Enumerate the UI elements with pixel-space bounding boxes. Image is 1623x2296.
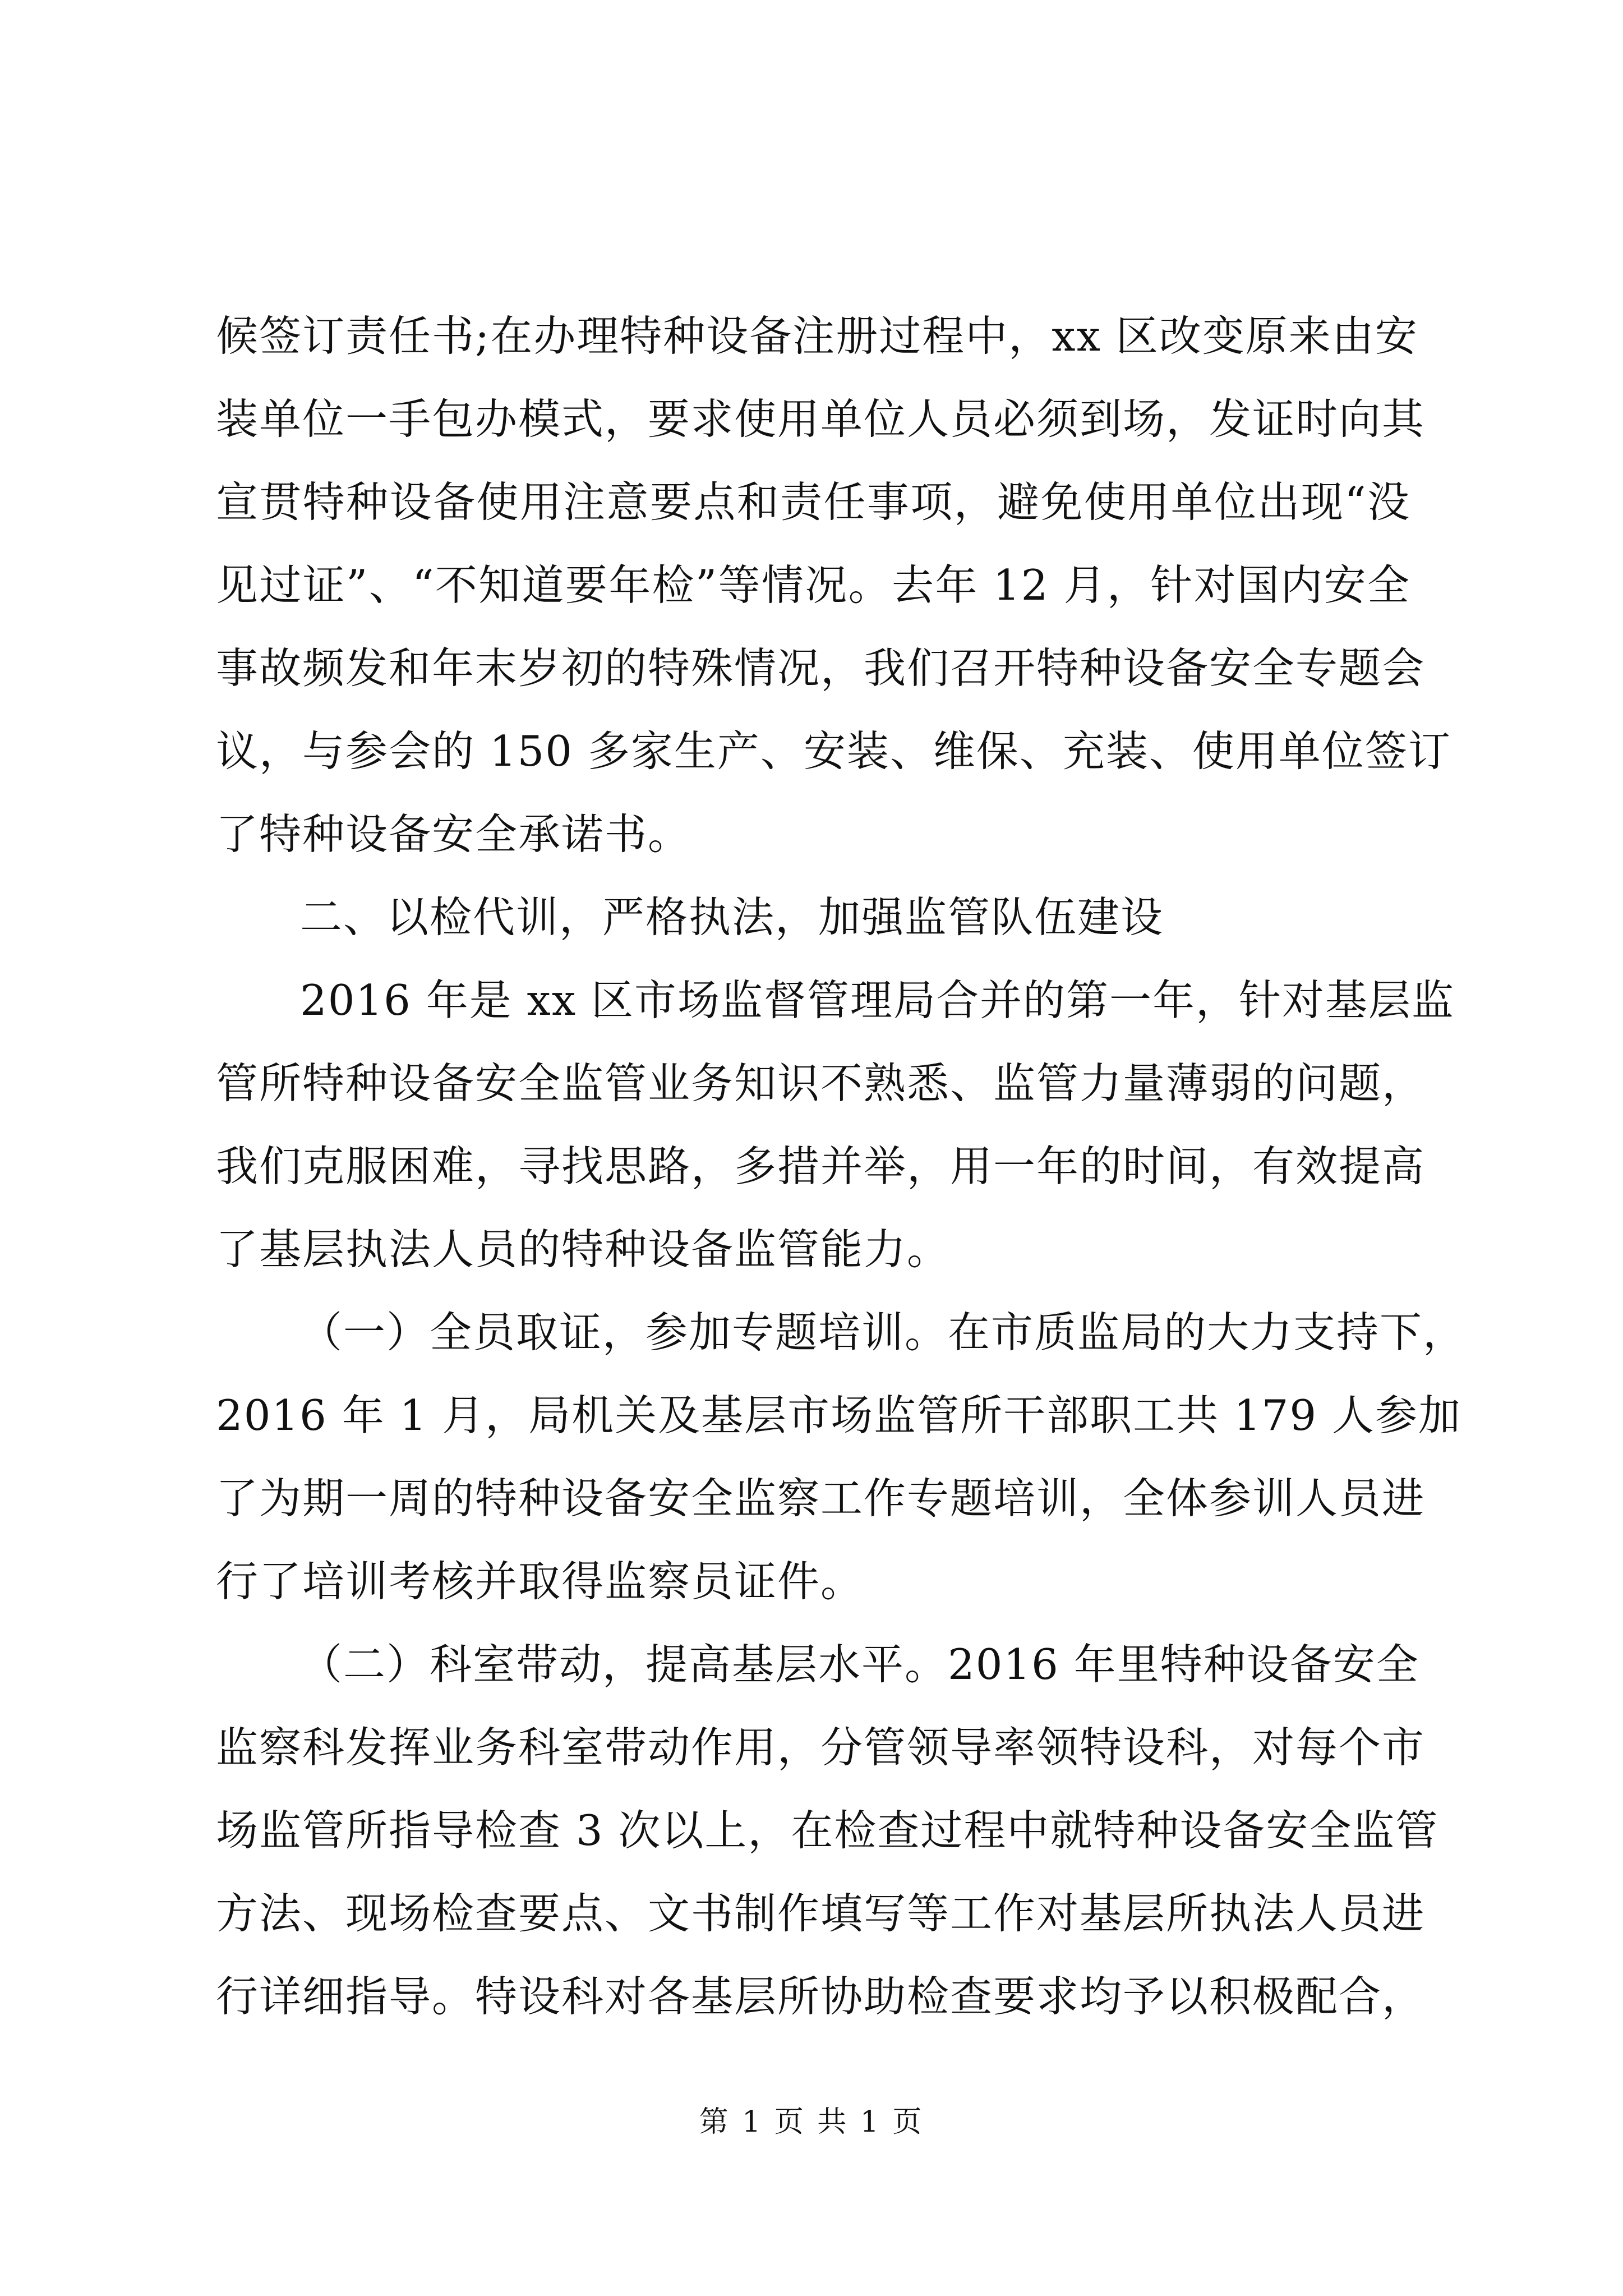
page-footer: 第 1 页 共 1 页 (699, 2105, 924, 2139)
text-line: 2016 年 1 月，局机关及基层市场监管所干部职工共 179 人参加 (216, 1391, 1461, 1440)
text-line: （一）全员取证，参加专题培训。在市质监局的大力支持下， (300, 1308, 1467, 1357)
section-heading: 二、以检代训，严格执法，加强监管队伍建设 (300, 892, 1164, 942)
text-line: 见过证”、“不知道要年检”等情况。去年 12 月，针对国内安全 (216, 560, 1410, 610)
text-line: 候签订责任书;在办理特种设备注册过程中，xx 区改变原来由安 (216, 311, 1418, 361)
text-line: 管所特种设备安全监管业务知识不熟悉、监管力量薄弱的问题， (216, 1059, 1426, 1108)
text-line: 方法、现场检查要点、文书制作填写等工作对基层所执法人员进 (216, 1889, 1426, 1938)
text-line: 行详细指导。特设科对各基层所协助检查要求均予以积极配合， (216, 1972, 1426, 2021)
text-line: 议，与参会的 150 多家生产、安装、维保、充装、使用单位签订 (216, 726, 1451, 776)
text-line: 了特种设备安全承诺书。 (216, 809, 691, 859)
text-line: 场监管所指导检查 3 次以上，在检查过程中就特种设备安全监管 (216, 1806, 1439, 1855)
text-line: 了为期一周的特种设备安全监察工作专题培训，全体参训人员进 (216, 1474, 1426, 1523)
text-line: 装单位一手包办模式，要求使用单位人员必须到场，发证时向其 (216, 394, 1426, 444)
text-line: （二）科室带动，提高基层水平。2016 年里特种设备安全 (300, 1640, 1419, 1689)
text-line: 2016 年是 xx 区市场监督管理局合并的第一年，针对基层监 (300, 976, 1455, 1025)
text-line: 我们克服困难，寻找思路，多措并举，用一年的时间，有效提高 (216, 1142, 1426, 1191)
text-line: 宣贯特种设备使用注意要点和责任事项，避免使用单位出现“没 (216, 477, 1410, 527)
text-line: 监察科发挥业务科室带动作用，分管领导率领特设科，对每个市 (216, 1723, 1426, 1772)
document-body (216, 295, 1467, 2038)
text-line: 行了培训考核并取得监察员证件。 (216, 1557, 864, 1606)
text-line: 了基层执法人员的特种设备监管能力。 (216, 1225, 951, 1274)
text-line: 事故频发和年末岁初的特殊情况，我们召开特种设备安全专题会 (216, 643, 1426, 693)
